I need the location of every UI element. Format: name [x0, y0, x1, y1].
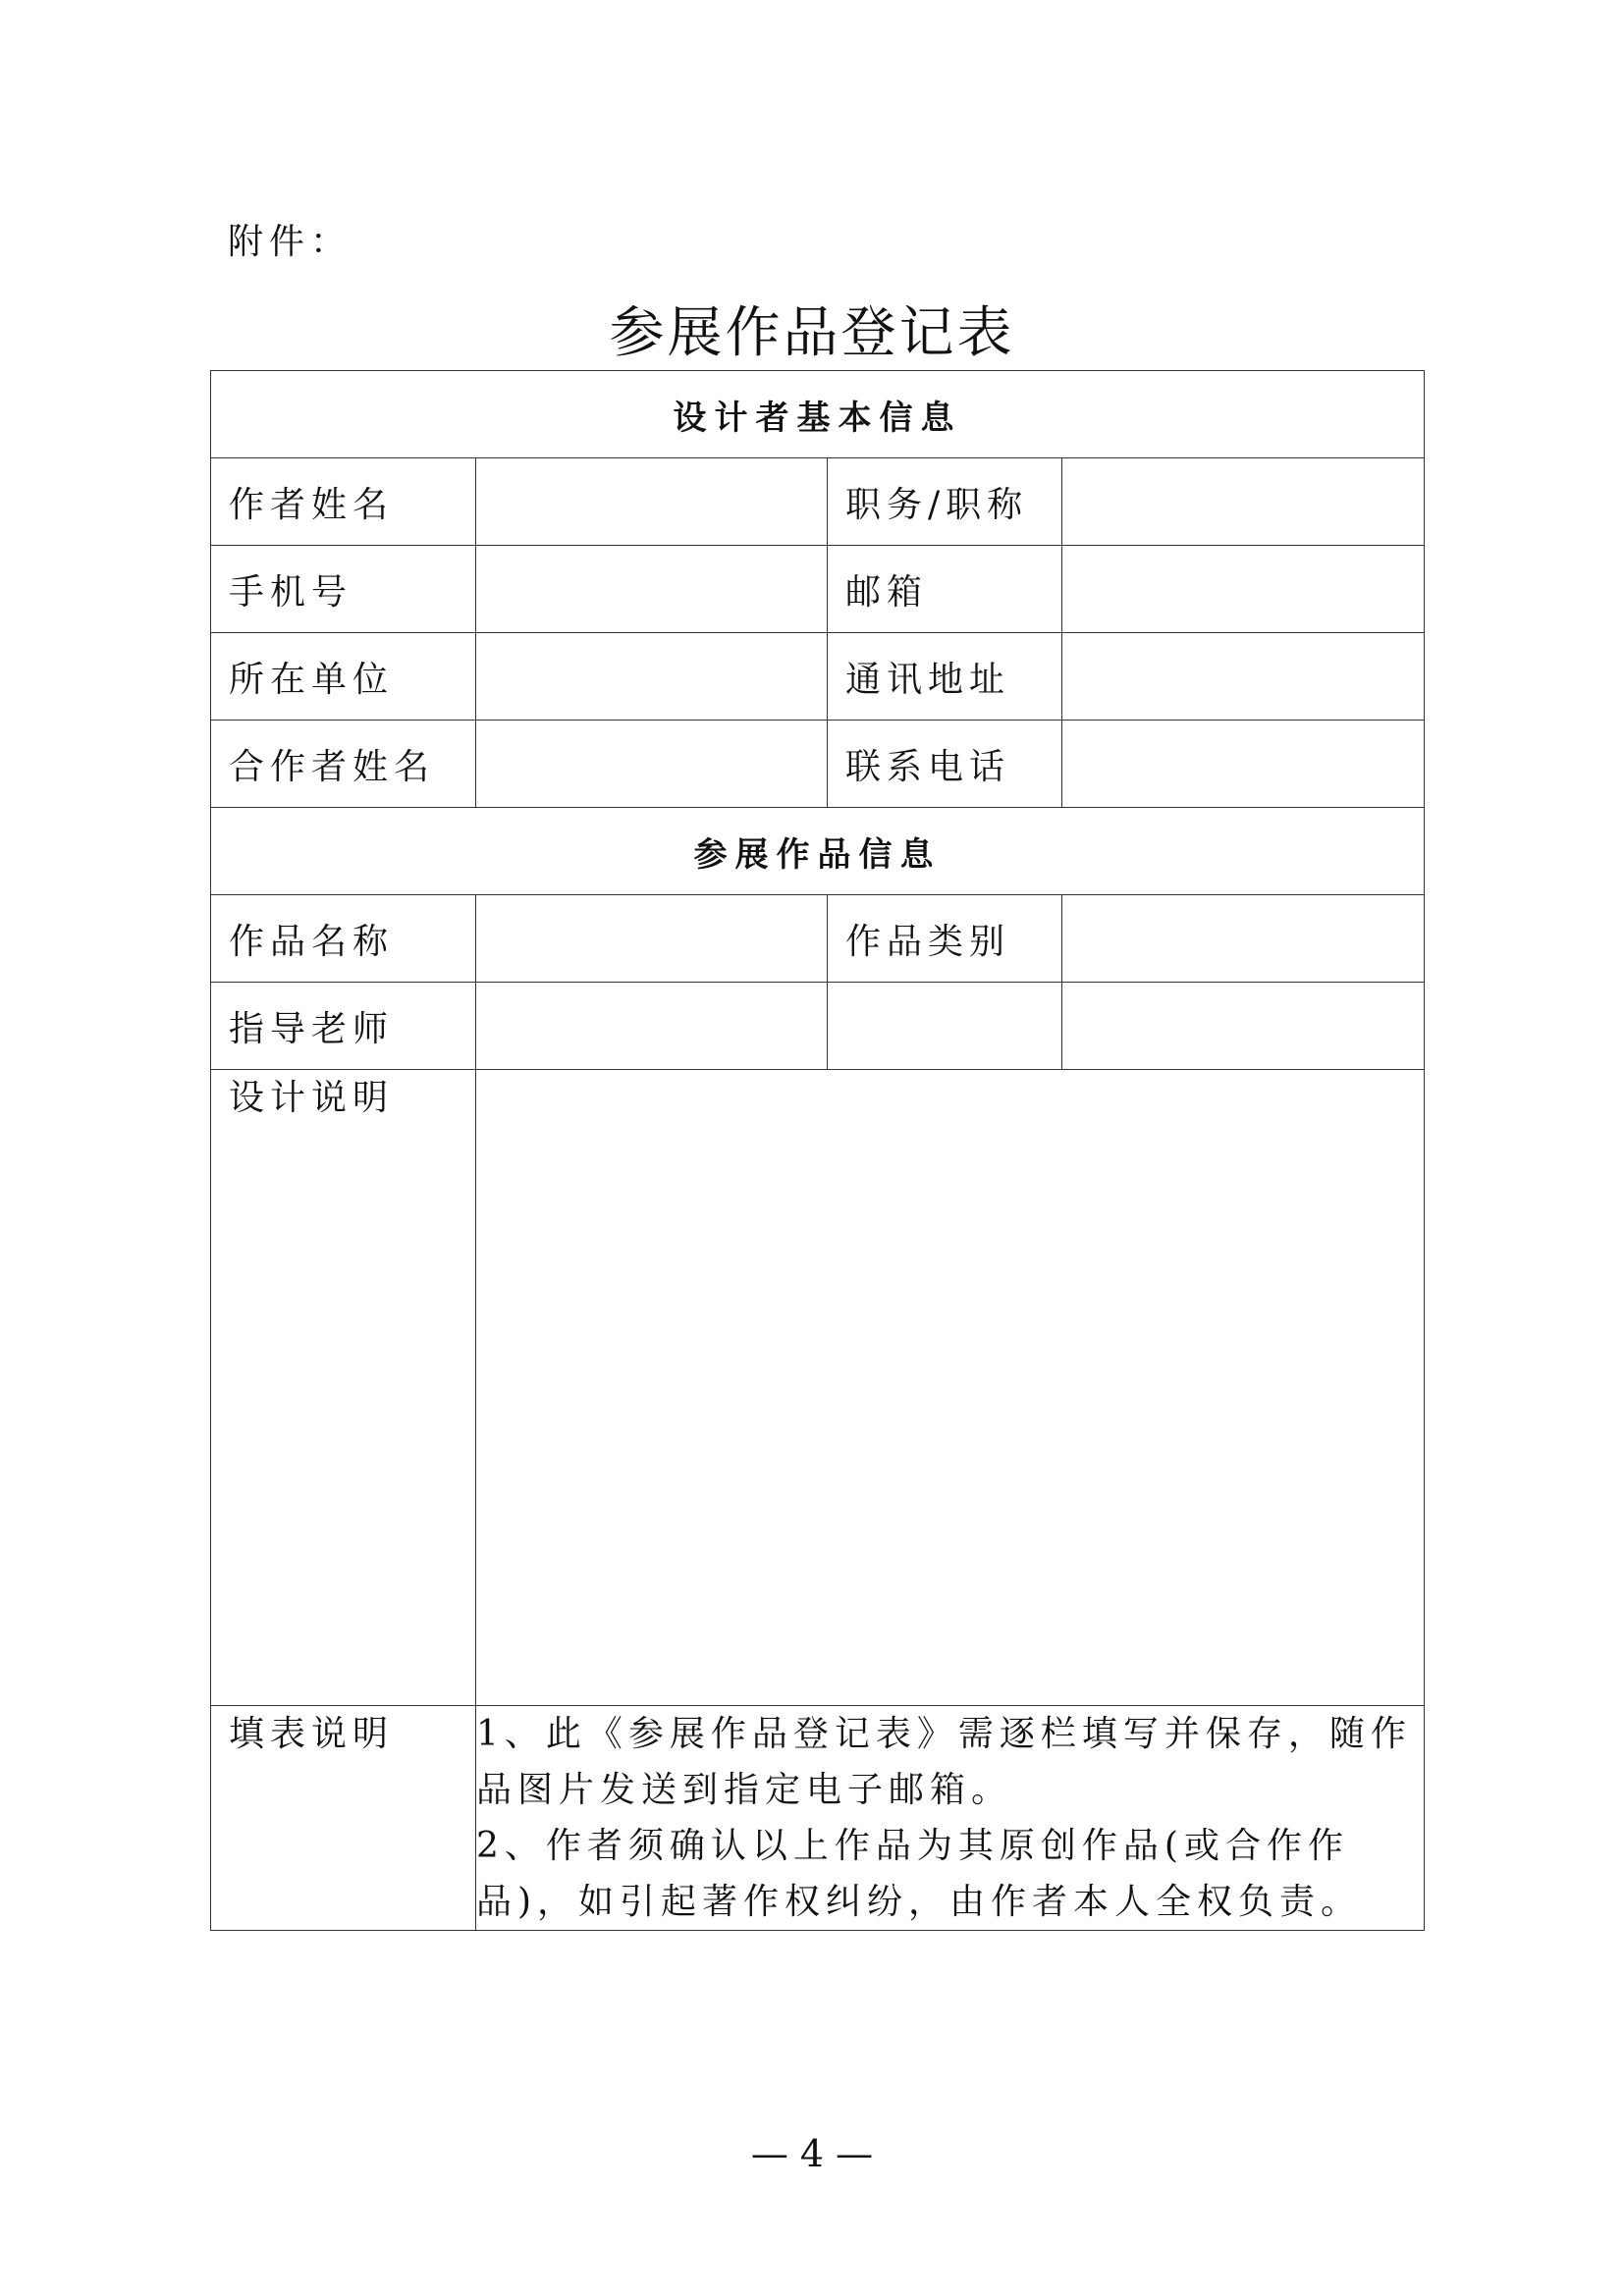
field-advisor[interactable]	[476, 983, 828, 1070]
label-address: 通讯地址	[828, 633, 1062, 721]
blank-cell[interactable]	[828, 983, 1062, 1070]
field-contact-phone[interactable]	[1062, 721, 1425, 808]
field-author-name[interactable]	[476, 458, 828, 546]
label-contact-phone: 联系电话	[828, 721, 1062, 808]
page-title: 参展作品登记表	[609, 301, 1015, 365]
fill-instructions-notes	[476, 1706, 1425, 1931]
field-coauthor-name[interactable]	[476, 721, 828, 808]
label-phone: 手机号	[211, 546, 476, 633]
registration-form	[210, 370, 1425, 1931]
section-header-work: 参展作品信息	[211, 808, 1425, 895]
field-job-title[interactable]	[1062, 458, 1425, 546]
field-organization[interactable]	[476, 633, 828, 721]
field-email[interactable]	[1062, 546, 1425, 633]
label-work-category: 作品类别	[828, 895, 1062, 983]
label-organization: 所在单位	[211, 633, 476, 721]
label-author-name: 作者姓名	[211, 458, 476, 546]
label-design-description: 设计说明	[211, 1070, 476, 1706]
label-email: 邮箱	[828, 546, 1062, 633]
field-work-category[interactable]	[1062, 895, 1425, 983]
attachment-label: 附件：	[228, 222, 352, 262]
field-work-name[interactable]	[476, 895, 828, 983]
note-item: 1、此《参展作品登记表》需逐栏填写并保存，随作品图片发送到指定电子邮箱。	[476, 1714, 1412, 1810]
page-number: — 4 —	[750, 2132, 874, 2175]
field-design-description[interactable]	[476, 1070, 1425, 1706]
label-coauthor-name: 合作者姓名	[211, 721, 476, 808]
blank-cell[interactable]	[1062, 983, 1425, 1070]
label-work-name: 作品名称	[211, 895, 476, 983]
note-item: 2、作者须确认以上作品为其原创作品(或合作作品)，如引起著作权纠纷，由作者本人全权负责。	[476, 1826, 1363, 1922]
field-address[interactable]	[1062, 633, 1425, 721]
label-job-title: 职务/职称	[828, 458, 1062, 546]
label-advisor: 指导老师	[211, 983, 476, 1070]
section-header-designer: 设计者基本信息	[211, 371, 1425, 458]
field-phone[interactable]	[476, 546, 828, 633]
label-fill-instructions: 填表说明	[211, 1706, 476, 1931]
